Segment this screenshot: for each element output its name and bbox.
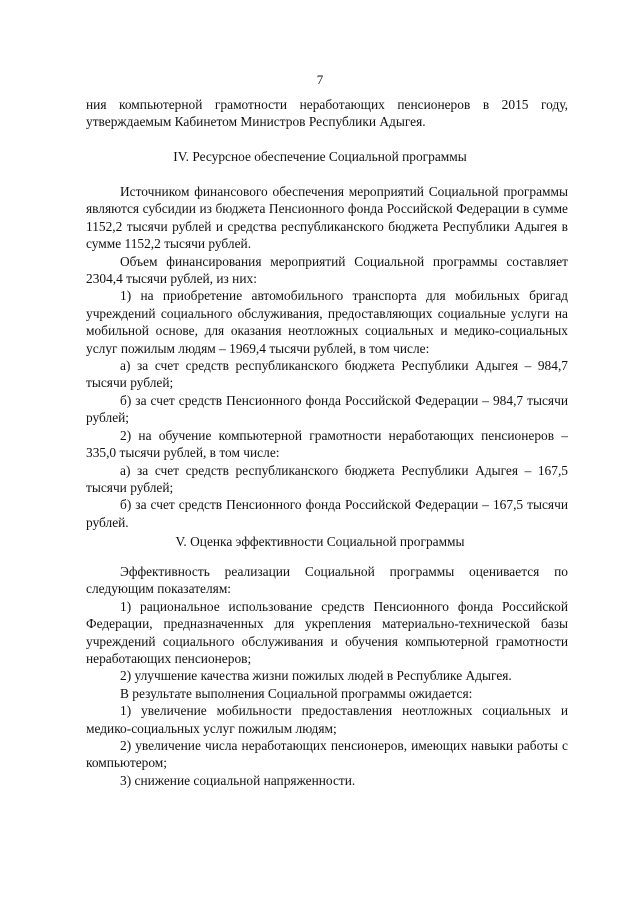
- section-4-paragraph-1: Источником финансового обеспечения мероприятий Социальной программы являются субсидии из бюджета Пенсионного фонда Российской Федерации в сумме 1152,2 тысячи рублей и средства республиканского бюджета Республики Адыгея в сумме 1152,2 тысячи рублей.: [86, 184, 568, 252]
- section-5-paragraph-5: 1) увеличение мобильности предоставления неотложных социальных и медико-социальных услуг пожилым людям;: [86, 703, 568, 736]
- section-5-paragraph-7: 3) снижение социальной напряженности.: [120, 772, 356, 788]
- section-5-paragraph-6: 2) увеличение числа неработающих пенсионеров, имеющих навыки работы с компьютером;: [86, 738, 568, 771]
- section-5-body: [86, 563, 568, 789]
- intro-block: [86, 96, 568, 131]
- section-5-title: V. Оценка эффективности Социальной программы: [175, 534, 465, 549]
- section-5-paragraph-1: Эффективность реализации Социальной программы оценивается по следующим показателям:: [86, 564, 568, 597]
- section-4-title: IV. Ресурсное обеспечение Социальной программы: [173, 149, 467, 164]
- section-5-paragraph-2: 1) рациональное использование средств Пенсионного фонда Российской Федерации, предназначенных для укрепления материально-технической базы учреждений социального обслуживания и обучения компьютерной грамотности неработающих пенсионеров;: [86, 598, 568, 667]
- section-4-body: [86, 183, 568, 531]
- section-4-paragraph-4: а) за счет средств республиканского бюджета Республики Адыгея – 984,7 тысячи рублей;: [86, 358, 568, 391]
- section-4-paragraph-8: б) за счет средств Пенсионного фонда Российской Федерации – 167,5 тысячи рублей.: [86, 497, 568, 530]
- intro-paragraph: ния компьютерной грамотности неработающих пенсионеров в 2015 году, утверждаемым Кабинетом Министров Республики Адыгея.: [86, 97, 568, 130]
- page-number: 7: [316, 72, 324, 87]
- section-4-paragraph-2: Объем финансирования мероприятий Социальной программы составляет 2304,4 тысячи рублей, из них:: [86, 253, 568, 287]
- section-5-paragraph-4: В результате выполнения Социальной программы ожидается:: [120, 685, 473, 701]
- section-4-paragraph-5: б) за счет средств Пенсионного фонда Российской Федерации – 984,7 тысячи рублей;: [86, 392, 568, 426]
- section-4-paragraph-6: 2) на обучение компьютерной грамотности неработающих пенсионеров – 335,0 тысячи рублей, в том числе:: [86, 427, 568, 461]
- section-5-paragraph-3: 2) улучшение качества жизни пожилых людей в Республике Адыгея.: [120, 668, 512, 684]
- section-4-paragraph-7: а) за счет средств республиканского бюджета Республики Адыгея – 167,5 тысячи рублей;: [86, 462, 568, 495]
- section-4-paragraph-3: 1) на приобретение автомобильного транспорта для мобильных бригад учреждений социального обслуживания, предоставляющих социальные услуги на мобильной основе, для оказания неотложных социальных и медико-социальных услуг пожилым людям – 1969,4 тысячи рублей, в том числе:: [86, 288, 568, 356]
